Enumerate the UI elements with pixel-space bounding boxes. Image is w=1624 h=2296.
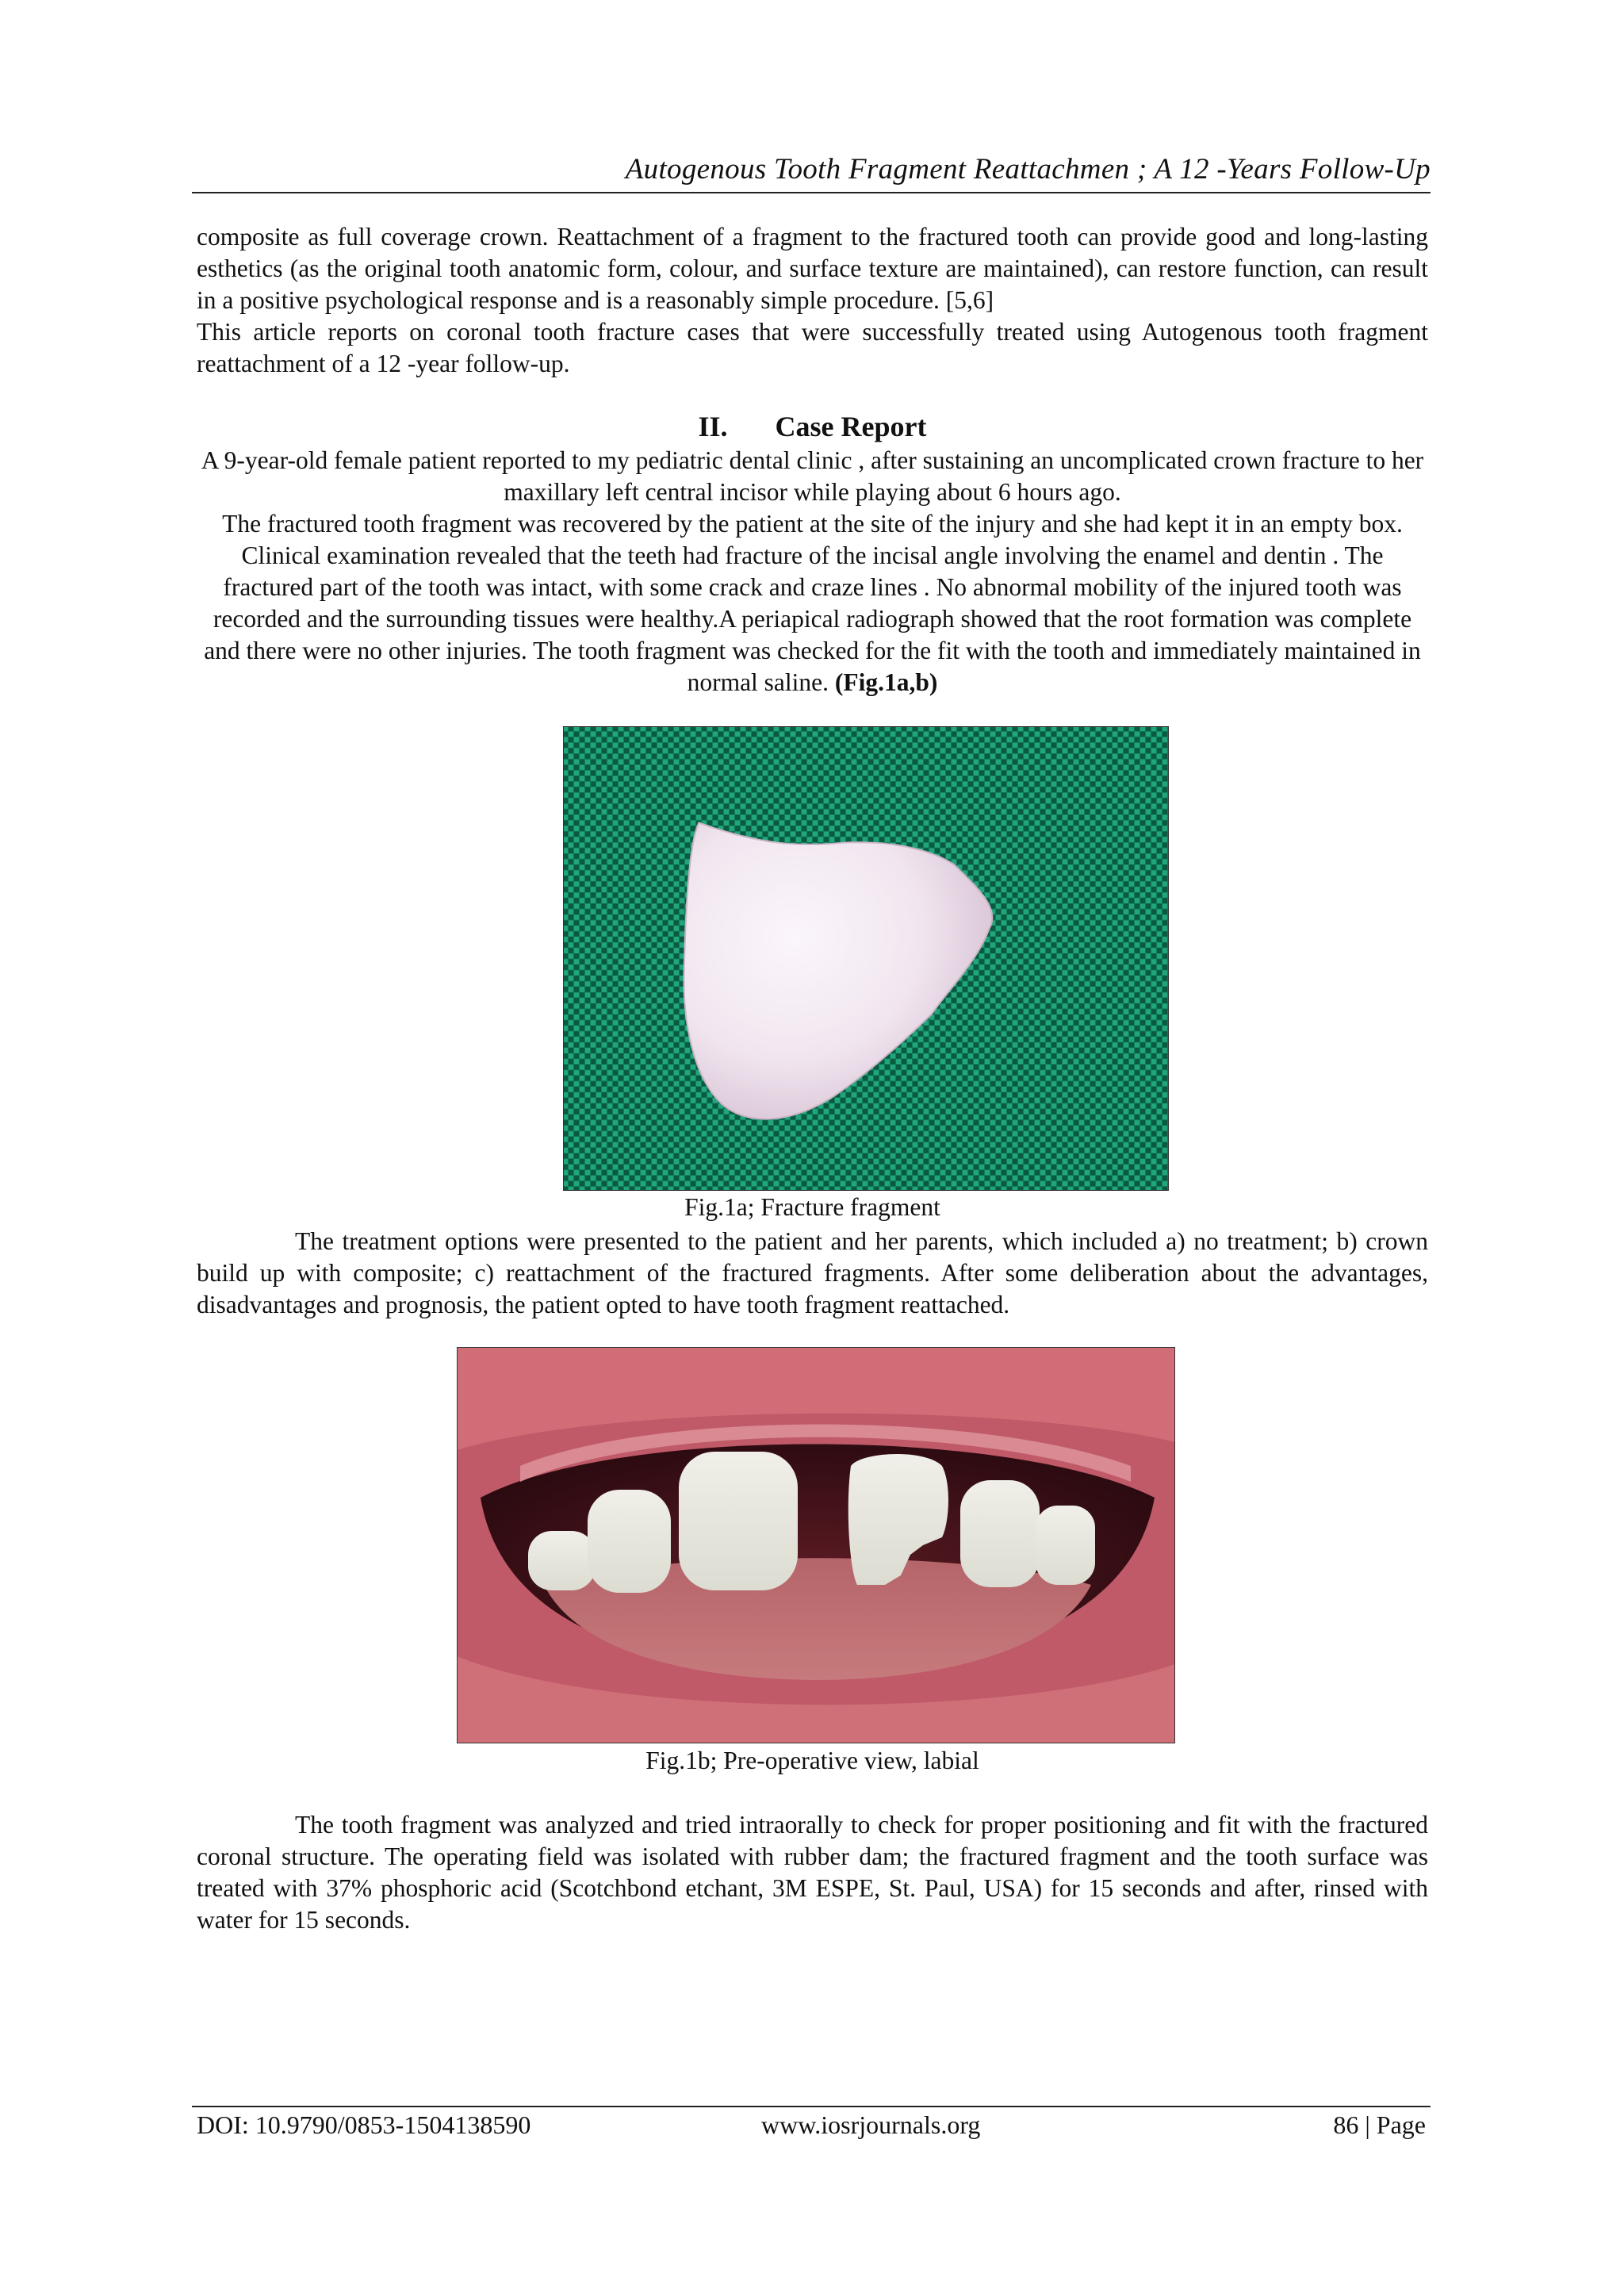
- figure-1a-image: [563, 726, 1169, 1191]
- figure-reference: (Fig.1a,b): [834, 668, 938, 696]
- running-title: Autogenous Tooth Fragment Reattachmen ; A 12 -Years Follow-Up: [625, 153, 1431, 186]
- footer-page-number: 86 | Page: [1333, 2110, 1426, 2139]
- pre-operative-photo: [457, 1347, 1175, 1743]
- footer-doi: DOI: 10.9790/0853-1504138590: [197, 2110, 531, 2139]
- case-paragraph-2: [197, 508, 1428, 698]
- procedure-paragraph: The tooth fragment was analyzed and tried intraorally to check for proper positioning and fit with the fractured coronal structure. The operating field was isolated with rubber dam; the fractured fragment and the tooth surface was treated with 37% phosphoric acid (Scotchbond etchant, 3M ESPE, St. Paul, USA) for 15 seconds and after, rinsed with water for 15 seconds.: [197, 1811, 1428, 1934]
- footer-rule: [192, 2106, 1431, 2107]
- section-heading: [197, 410, 1428, 443]
- header-rule: [192, 192, 1431, 193]
- case-paragraph-2-text: The fractured tooth fragment was recovered by the patient at the site of the injury and she had kept it in an empty box. Clinical examination revealed that the teeth had fracture of the incisal angle involving the enamel and dentin . The fractured part of the tooth was intact, with some crack and craze lines . No abnormal mobility of the injured tooth was recorded and the surrounding tissues were healthy.A periapical radiograph showed that the root formation was complete and there were no other injuries. The tooth fragment was checked for the fit with the tooth and immediately maintained in normal saline.: [204, 510, 1421, 696]
- section-number: II.: [698, 411, 728, 442]
- intro-paragraph-1: composite as full coverage crown. Reattachment of a fragment to the fractured tooth can provide good and long-lasting esthetics (as the original tooth anatomic form, colour, and surface texture are maintained), can restore function, can result in a positive psychological response and is a reasonably simple procedure. [5,6]: [197, 223, 1428, 314]
- figure-1b-caption: Fig.1b; Pre-operative view, labial: [645, 1747, 979, 1774]
- intro-paragraph-2: This article reports on coronal tooth fracture cases that were successfully treated using Autogenous tooth fragment reattachment of a 12 -year follow-up.: [197, 318, 1428, 377]
- figure-1b-image: [457, 1347, 1175, 1743]
- treatment-paragraph: The treatment options were presented to the patient and her parents, which included a) no treatment; b) crown build up with composite; c) reattachment of the fractured fragments. After some deliberation about the advantages, disadvantages and prognosis, the patient opted to have tooth fragment reattached.: [197, 1227, 1428, 1318]
- section-title: Case Report: [775, 411, 927, 442]
- footer-website[interactable]: www.iosrjournals.org: [761, 2110, 981, 2139]
- case-paragraph-1: A 9-year-old female patient reported to my pediatric dental clinic , after sustaining an uncomplicated crown fracture to her maxillary left central incisor while playing about 6 hours ago.: [201, 446, 1424, 506]
- fracture-fragment-photo: [563, 726, 1169, 1191]
- figure-1a-caption: Fig.1a; Fracture fragment: [684, 1193, 940, 1221]
